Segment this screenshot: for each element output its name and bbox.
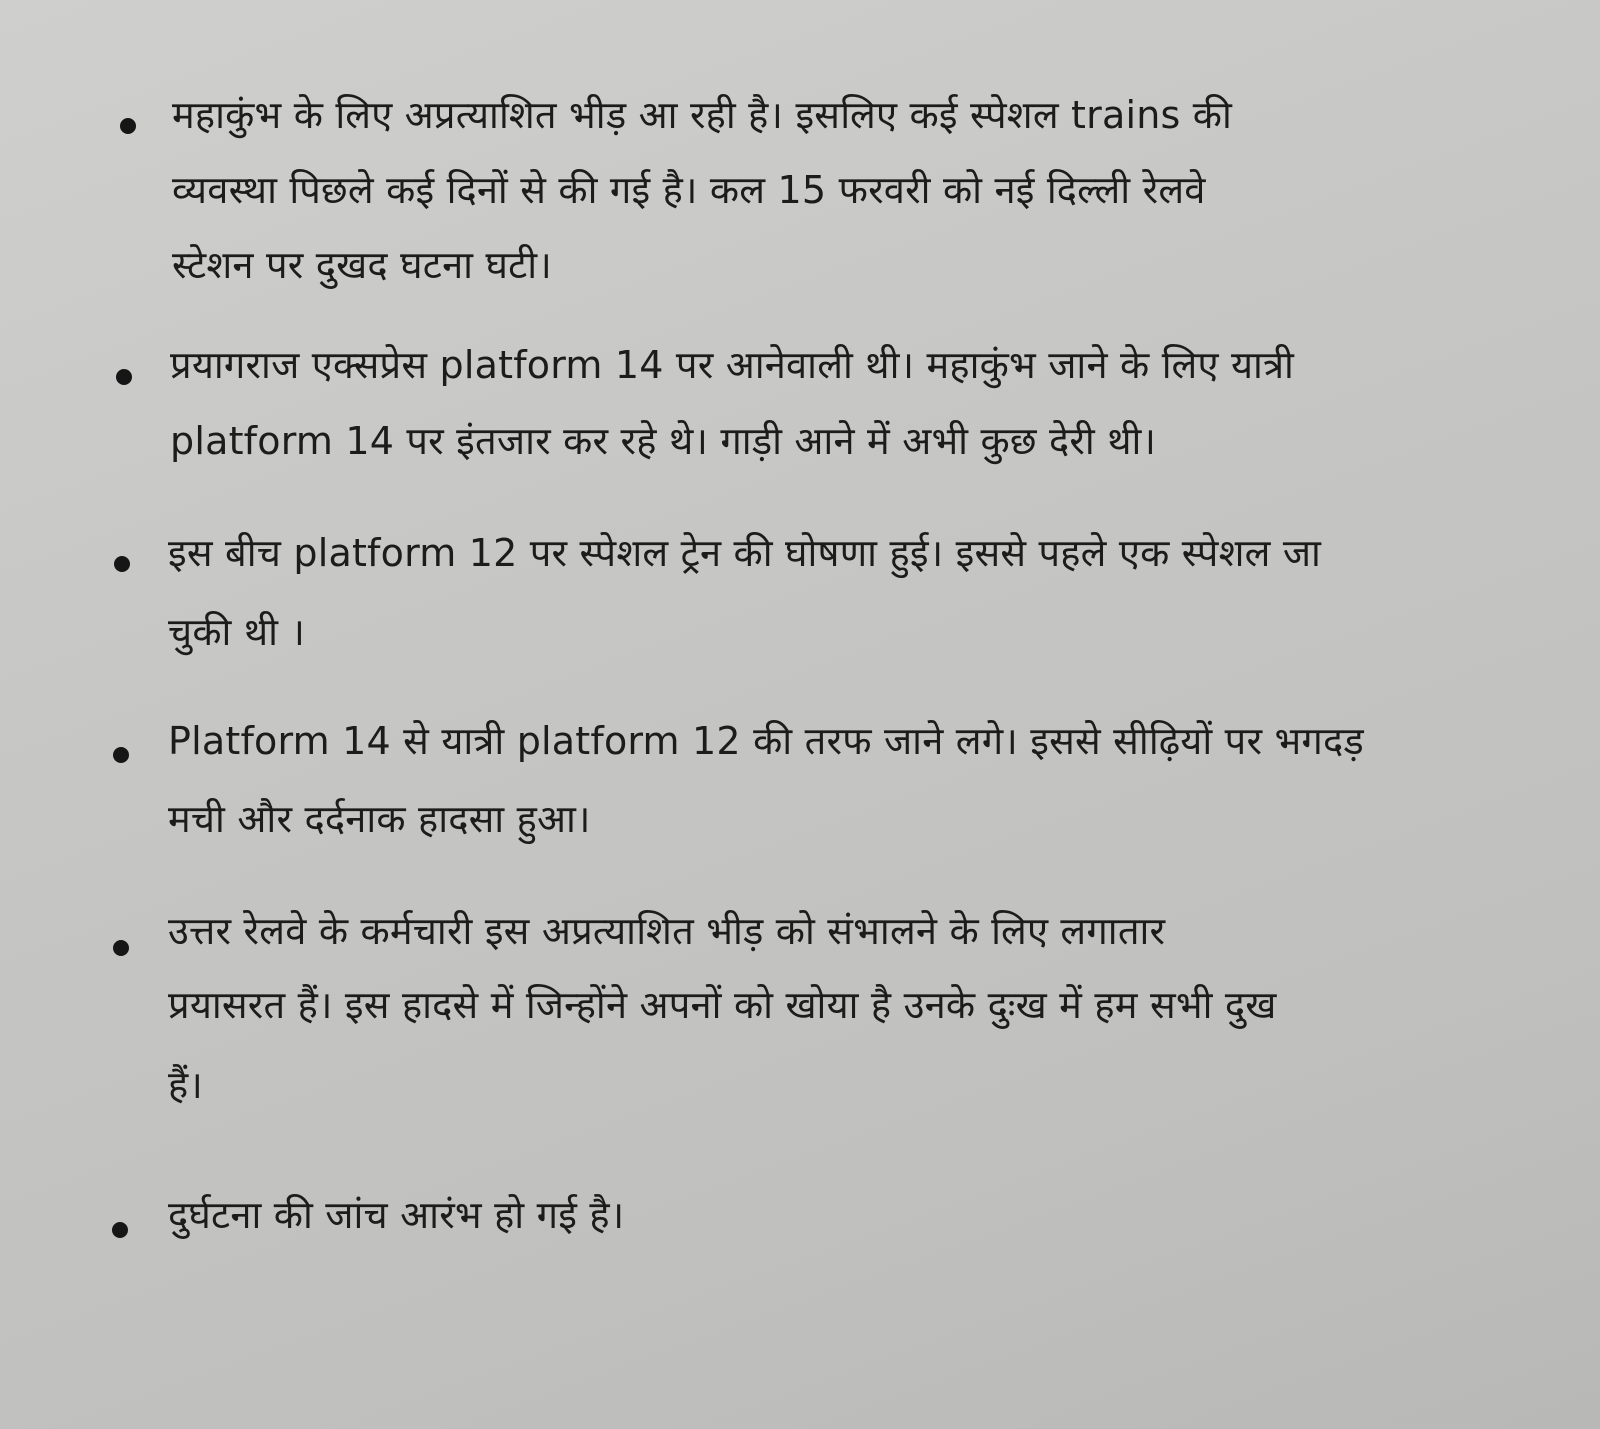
bullet-6-line-1: दुर्घटना की जांच आरंभ हो गई है। bbox=[168, 1193, 625, 1237]
bullet-4-line-1: Platform 14 से यात्री platform 12 की तरफ जाने लगे। इससे सीढ़ियों पर भगदड़ bbox=[168, 719, 1364, 763]
bullet-1-line-2: व्यवस्था पिछले कई दिनों से की गई है। कल 15 फरवरी को नई दिल्ली रेलवे bbox=[172, 168, 1206, 212]
bullet-1-line-3: स्टेशन पर दुखद घटना घटी। bbox=[172, 243, 552, 287]
bullet-1-line-1: महाकुंभ के लिए अप्रत्याशित भीड़ आ रही है। इसलिए कई स्पेशल trains की bbox=[172, 93, 1233, 137]
bullet-5-line-3: हैं। bbox=[168, 1063, 203, 1107]
bullet-5-line-2: प्रयासरत हैं। इस हादसे में जिन्होंने अपनों को खोया है उनके दुःख में हम सभी दुख bbox=[168, 983, 1277, 1027]
bullet-2-line-1: प्रयागराज एक्सप्रेस platform 14 पर आनेवाली थी। महाकुंभ जाने के लिए यात्री bbox=[170, 343, 1295, 387]
bullet-5-line-1: उत्तर रेलवे के कर्मचारी इस अप्रत्याशित भीड़ को संभालने के लिए लगातार bbox=[168, 909, 1166, 953]
bullet-marker bbox=[116, 369, 132, 385]
bullet-marker bbox=[112, 1222, 128, 1238]
bullet-3-line-2: चुकी थी । bbox=[168, 610, 306, 654]
bullet-3-line-1: इस बीच platform 12 पर स्पेशल ट्रेन की घोषणा हुई। इससे पहले एक स्पेशल जा bbox=[168, 531, 1322, 575]
bullet-4-line-2: मची और दर्दनाक हादसा हुआ। bbox=[168, 797, 591, 841]
bullet-marker bbox=[114, 556, 130, 572]
bullet-marker bbox=[113, 747, 129, 763]
bullet-2-line-2: platform 14 पर इंतजार कर रहे थे। गाड़ी आने में अभी कुछ देरी थी। bbox=[170, 419, 1157, 463]
bullet-marker bbox=[120, 118, 136, 134]
bullet-marker bbox=[113, 940, 129, 956]
